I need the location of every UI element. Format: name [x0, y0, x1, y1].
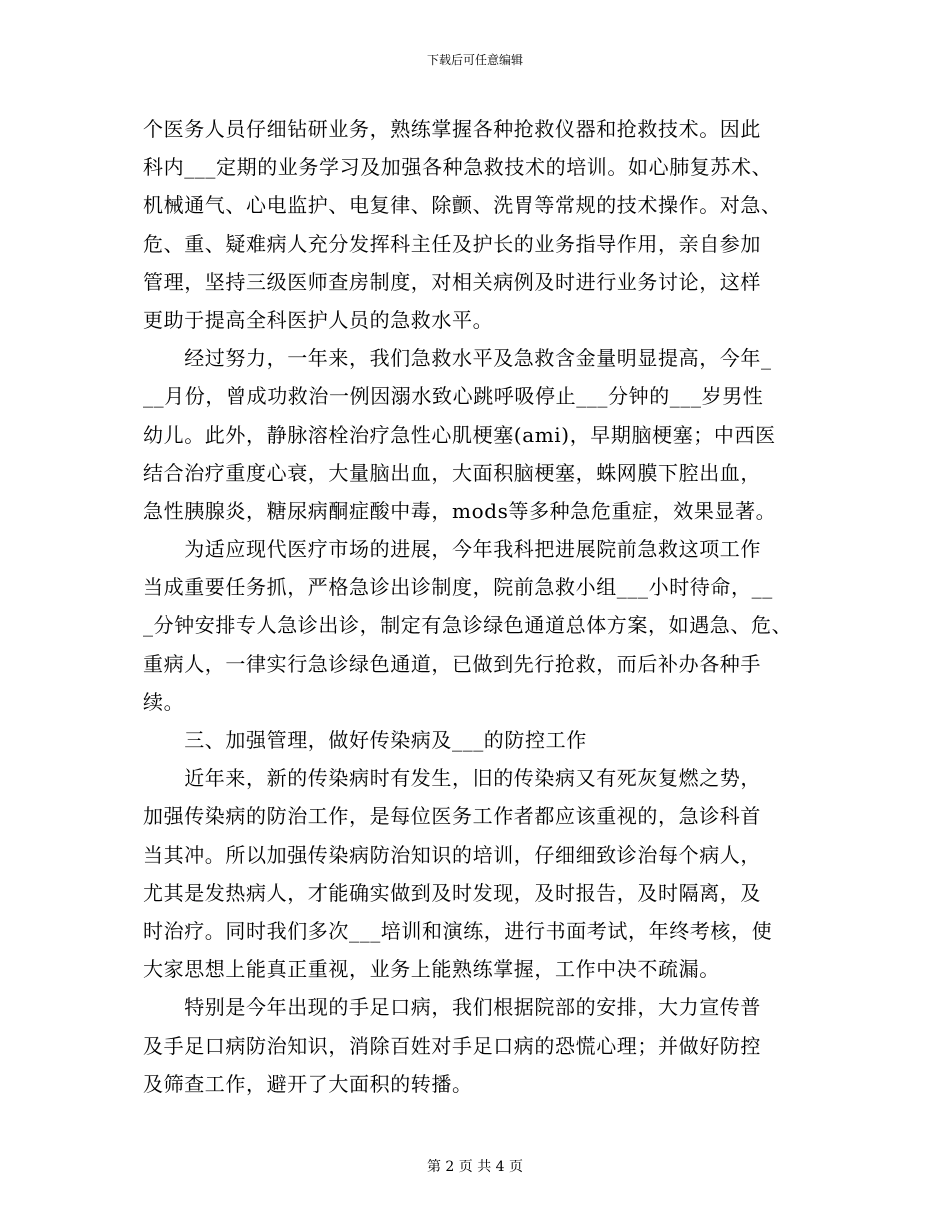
text-line: 结合治疗重度心衰，大量脑出血，大面积脑梗塞，蛛网膜下腔出血， — [143, 460, 761, 485]
text-line: 危、重、疑难病人充分发挥科主任及护长的业务指导作用，亲自参加 — [143, 231, 761, 256]
text-line: 幼儿。此外，静脉溶栓治疗急性心肌梗塞(ami)，早期脑梗塞；中西医 — [143, 422, 776, 447]
text-line: 近年来，新的传染病时有发生，旧的传染病又有死灰复燃之势， — [143, 766, 761, 791]
text-line: 尤其是发热病人，才能确实做到及时发现，及时报告，及时隔离，及 — [143, 880, 761, 905]
text-line: 当成重要任务抓，严格急诊出诊制度，院前急救小组___小时待命，__ — [143, 575, 773, 600]
document-body — [143, 110, 823, 1103]
page-header-note: 下载后可任意编辑 — [426, 53, 523, 67]
text-line: 当其冲。所以加强传染病防治知识的培训，仔细细致诊治每个病人， — [143, 842, 761, 867]
text-line: _分钟安排专人急诊出诊，制定有急诊绿色通道总体方案，如遇急、危、 — [143, 613, 793, 638]
text-line: 个医务人员仔细钻研业务，熟练掌握各种抢救仪器和抢救技术。因此 — [143, 117, 761, 141]
text-line: 时治疗。同时我们多次___培训和演练，进行书面考试，年终考核，使 — [143, 918, 773, 943]
text-line: 科内___定期的业务学习及加强各种急救技术的培训。如心肺复苏术、 — [143, 155, 773, 180]
text-line: 大家思想上能真正重视，业务上能熟练掌握，工作中决不疏漏。 — [143, 957, 720, 982]
text-line: 重病人，一律实行急诊绿色通道，已做到先行抢救，而后补办各种手 — [143, 651, 761, 676]
text-line: 急性胰腺炎，糖尿病酮症酸中毒，mods等多种急危重症，效果显著。 — [143, 498, 777, 523]
text-line: 续。 — [143, 689, 185, 714]
text-line: 特别是今年出现的手足口病，我们根据院部的安排，大力宣传普 — [143, 995, 761, 1020]
text-line: __月份，曾成功救治一例因溺水致心跳呼吸停止___分钟的___岁男性 — [143, 384, 764, 409]
text-line: 为适应现代医疗市场的进展，今年我科把进展院前急救这项工作 — [143, 537, 761, 562]
text-line: 及手足口病防治知识，消除百姓对手足口病的恐慌心理；并做好防控 — [143, 1033, 761, 1058]
text-line: 管理，坚持三级医师查房制度，对相关病例及时进行业务讨论，这样 — [143, 269, 761, 294]
text-line: 及筛查工作，避开了大面积的转播。 — [143, 1071, 473, 1096]
section-heading: 三、加强管理，做好传染病及___的防控工作 — [143, 728, 587, 752]
page-number-footer: 第 2 页 共 4 页 — [426, 1159, 524, 1175]
text-line: 经过努力，一年来，我们急救水平及急救含金量明显提高，今年_ — [143, 346, 772, 371]
text-line: 更助于提高全科医护人员的急救水平。 — [143, 307, 494, 332]
text-line: 加强传染病的防治工作，是每位医务工作者都应该重视的，急诊科首 — [143, 804, 761, 829]
text-line: 机械通气、心电监护、电复律、除颤、洗胃等常规的技术操作。对急、 — [143, 193, 782, 218]
